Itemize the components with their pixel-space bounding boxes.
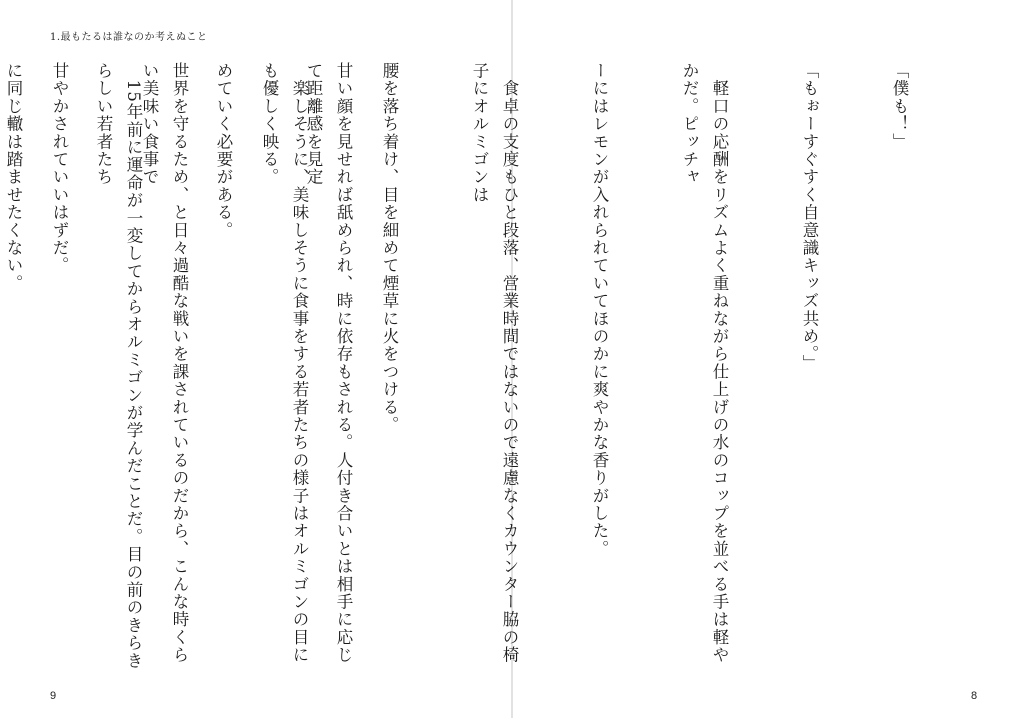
body-line: ーにはレモンが入れられていてほのかに爽やかな香りがした。 (590, 62, 609, 558)
body-line: 腰を落ち着け、目を細めて煙草に火をつける。 (380, 62, 399, 434)
body-line: 甘い顔を見せれば舐められ、時に依存もされる。人付き合いとは相手に応じて距離感を見定 (304, 62, 353, 664)
body-line: 「僕も！」 (890, 62, 909, 151)
body-line: 食卓の支度もひと段落、営業時間ではないので遠慮なくカウンター脇の椅子にオルミゴンは (470, 62, 519, 664)
body-line: 軽口の応酬をリズムよく重ねながら仕上げの水のコップを並べる手は軽やかだ。ピッチャ (680, 62, 729, 664)
body-line: に同じ轍は踏ませたくない。 (4, 62, 23, 293)
body-line: 15年前に運命が一変してからオルミゴンが学んだことだ。目の前のきらきらしい若者たち (94, 62, 143, 670)
body-line: 甘やかされていいはずだ。 (50, 62, 69, 275)
running-header: 1.最もたるは誰なのか考えぬこと (50, 32, 208, 43)
page-number: 8 (971, 690, 978, 702)
body-line: 「もぉーすぐすく自意識キッズ共め。」 (800, 62, 819, 373)
body-line: 楽しそうに、美味しそうに食事をする若者たちの様子はオルミゴンの目にも優しく映る。 (260, 62, 309, 664)
body-line: 世界を守るため、と日々過酷な戦いを課されているのだから、こんな時くらい美味い食事で (140, 62, 189, 664)
page-number: 9 (50, 690, 57, 702)
body-line: めていく必要がある。 (214, 62, 233, 239)
